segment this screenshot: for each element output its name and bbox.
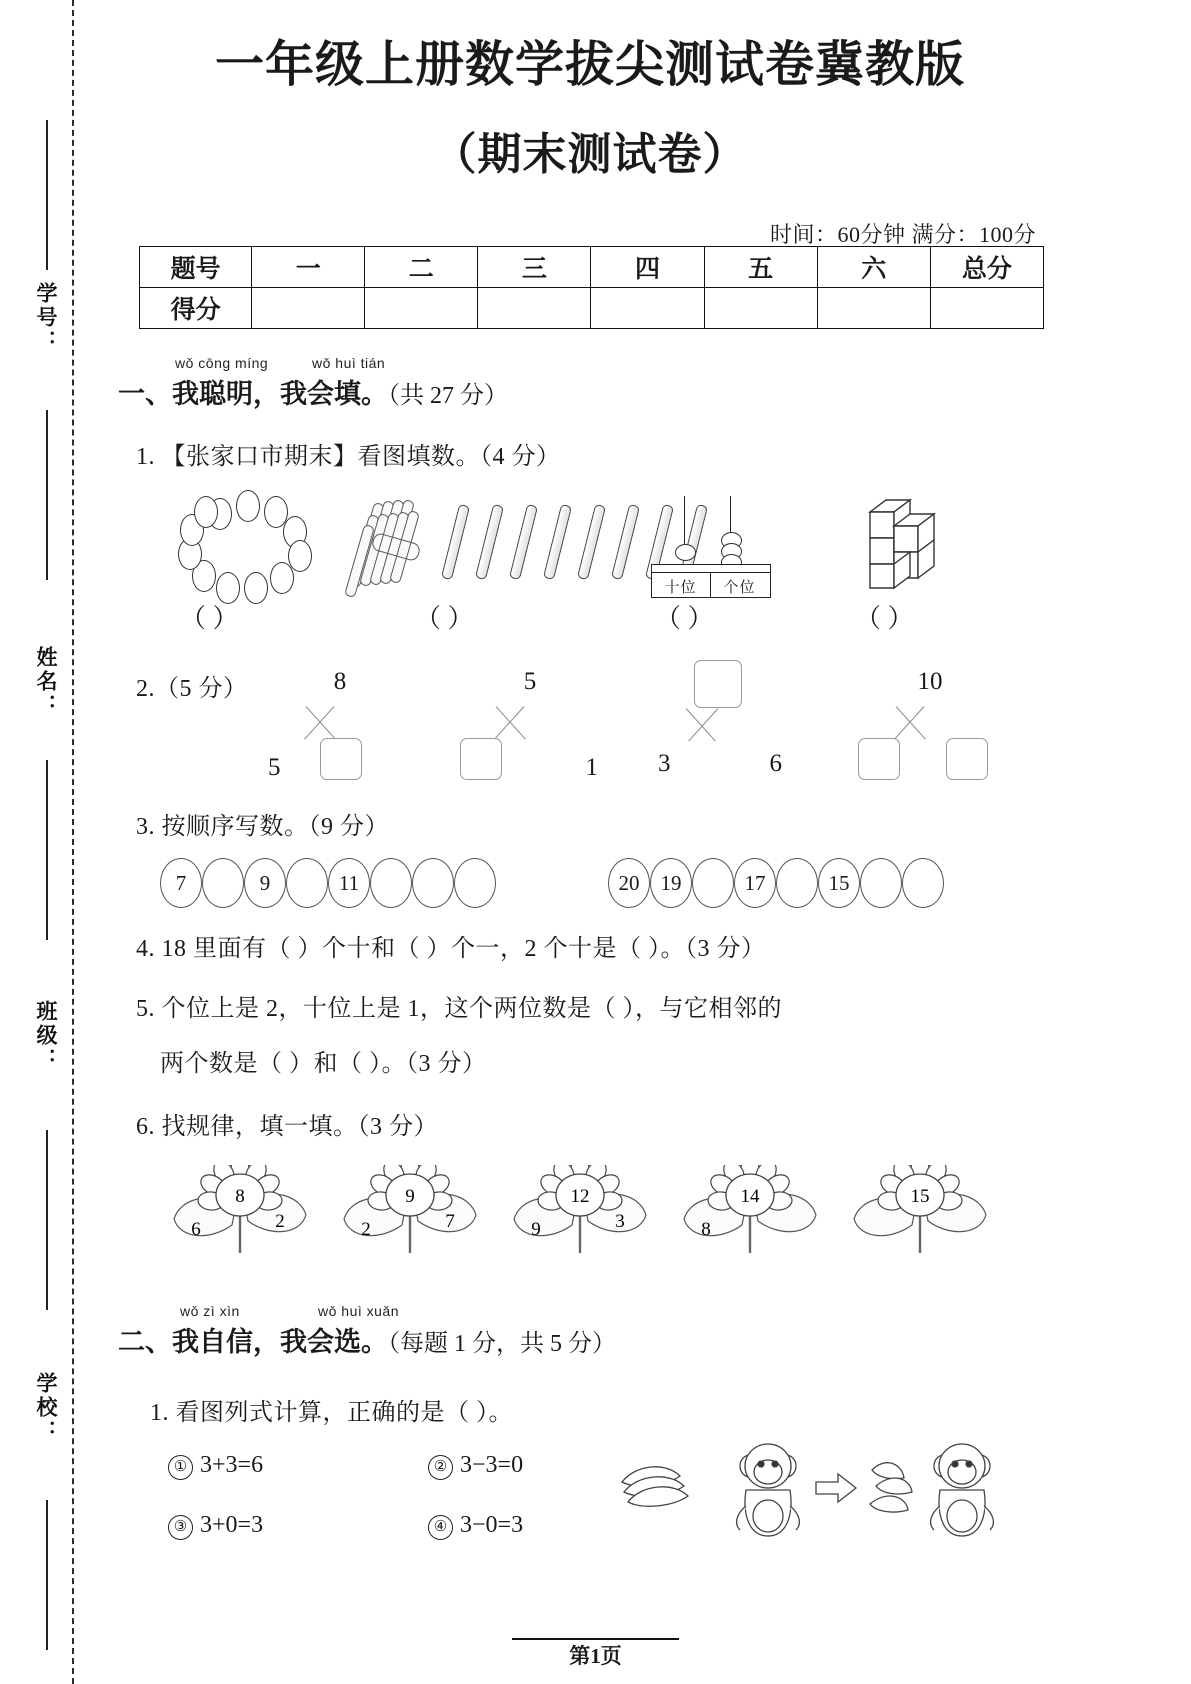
side-rule-3 (46, 760, 48, 940)
s2q1-option-1[interactable] (168, 1452, 263, 1480)
question-5-line-2 (160, 1043, 487, 1078)
abacus-label-tens: 十位 (664, 579, 697, 596)
bond-3-right: 6 (769, 750, 782, 777)
pinyin-section-2-a: wǒ zì xìn (180, 1303, 240, 1319)
flower-2-center: 9 (405, 1186, 415, 1207)
option-2-label: 3−3=0 (460, 1452, 524, 1478)
side-label-school: 学校： (34, 1372, 57, 1444)
question-5-body-1[interactable]: 个位上是 2，十位上是 1，这个两位数是（ ），与它相邻的 (161, 996, 782, 1022)
question-5-line-1 (136, 988, 782, 1023)
number-bond-2 (450, 668, 610, 786)
table-row-scores (140, 288, 1044, 329)
s2q1-option-4[interactable] (428, 1512, 523, 1540)
option-4-label: 3−0=3 (460, 1512, 524, 1538)
question-4-points: （3 分） (685, 936, 766, 962)
flower-4-left: 8 (701, 1219, 711, 1240)
bond-2-right: 1 (585, 754, 598, 781)
question-4-text (136, 928, 766, 963)
s2q1-option-3[interactable] (168, 1512, 263, 1540)
cube-stack-figure (850, 488, 980, 598)
s2q1-option-2[interactable] (428, 1452, 523, 1480)
flower-3-center: 12 (570, 1186, 590, 1207)
score-cell-1[interactable] (365, 288, 478, 329)
question-3-points: （9 分） (308, 814, 389, 840)
score-cell-2[interactable] (478, 288, 591, 329)
seq-right-circle-7[interactable] (902, 858, 944, 908)
number-bond-1 (260, 668, 420, 786)
option-2-marker: ② (428, 1455, 453, 1480)
section-1-index: 一、 (118, 379, 172, 409)
score-cell-6[interactable] (930, 288, 1043, 329)
question-6-flowers (160, 1165, 1040, 1287)
question-6-text (136, 1106, 438, 1141)
side-label-class: 班级： (34, 1000, 57, 1072)
question-1-number: 1. (136, 444, 155, 470)
section-2-index: 二、 (118, 1327, 172, 1357)
flower-2-left: 2 (361, 1219, 371, 1240)
score-row-label-0: 题号 (140, 247, 252, 288)
question-6-number: 6. (136, 1114, 155, 1140)
question-1-text (136, 436, 561, 471)
bond-3-left: 3 (658, 750, 671, 777)
question-1-figures (150, 488, 1050, 598)
flower-5-center: 15 (910, 1186, 930, 1207)
question-5-number: 5. (136, 996, 155, 1022)
option-1-marker: ① (168, 1455, 193, 1480)
seq-left-circle-7[interactable] (454, 858, 496, 908)
bond-1-left: 5 (268, 754, 281, 781)
flower-1-left: 6 (191, 1219, 201, 1240)
section-2-title: 我自信，我会选。 (172, 1327, 388, 1357)
page-title: 一年级上册数学拔尖测试卷冀教版 (214, 37, 965, 92)
section-1-title: 我聪明，我会填。 (172, 379, 388, 409)
score-col-4: 五 (704, 247, 817, 288)
question-5-body-2[interactable]: 两个数是（ ）和（ ）。 (160, 1051, 406, 1077)
section-1-points: （共 27 分） (388, 383, 508, 409)
flower-2-right: 7 (445, 1211, 455, 1232)
side-rule-1 (46, 120, 48, 270)
question-6-body: 找规律，填一填。 (161, 1114, 358, 1140)
page-subtitle: （期末测试卷） (432, 130, 748, 179)
bond-3-top-box[interactable] (694, 660, 742, 708)
q1-answer-2[interactable]: （ ） (415, 604, 474, 633)
option-1-label: 3+3=6 (200, 1452, 264, 1478)
question-4-number: 4. (136, 936, 155, 962)
exam-meta: 时间：60分钟 满分：100分 (769, 222, 1036, 247)
page-number: 第1页 (569, 1644, 622, 1668)
pinyin-section-1-b: wǒ huì tián (312, 355, 386, 371)
seq-right-circle-2[interactable] (692, 858, 734, 908)
seq-left-circle-2[interactable]: 9 (244, 858, 286, 908)
seq-right-circle-3[interactable]: 17 (734, 858, 776, 908)
abacus-bead-tens (675, 544, 696, 561)
flower-3 (514, 1165, 646, 1253)
section-2-points: （每题 1 分，共 5 分） (388, 1331, 616, 1357)
table-row-header (140, 247, 1044, 288)
question-1-points: （4 分） (480, 444, 561, 470)
side-label-column (0, 0, 72, 1684)
bond-4-right-box[interactable] (946, 738, 988, 780)
pinyin-section-2-b: wǒ huì xuǎn (318, 1303, 399, 1319)
abacus-label-ones: 个位 (723, 579, 756, 596)
banana-bunch-icon (622, 1467, 688, 1506)
option-3-label: 3+0=3 (200, 1512, 264, 1538)
score-cell-3[interactable] (591, 288, 704, 329)
score-cell-4[interactable] (704, 288, 817, 329)
option-3-marker: ③ (168, 1515, 193, 1540)
flower-1-center: 8 (235, 1186, 245, 1207)
section-2-heading (118, 1320, 616, 1359)
score-table (139, 246, 1044, 329)
number-bond-3 (640, 658, 800, 776)
side-rule-4 (46, 1130, 48, 1310)
bond-1-top: 8 (333, 668, 347, 695)
seq-left-circle-5[interactable] (370, 858, 412, 908)
score-cell-5[interactable] (817, 288, 930, 329)
score-col-3: 四 (591, 247, 704, 288)
question-6-points: （3 分） (357, 1114, 438, 1140)
flower-1-right: 2 (275, 1211, 285, 1232)
flower-1 (174, 1165, 306, 1253)
question-5-points: （3 分） (406, 1051, 487, 1077)
score-col-1: 二 (365, 247, 478, 288)
option-4-marker: ④ (428, 1515, 453, 1540)
score-cell-0[interactable] (252, 288, 365, 329)
s2-question-1-text (150, 1392, 513, 1427)
flower-3-right: 3 (615, 1211, 625, 1232)
s2-question-1-body[interactable]: 看图列式计算，正确的是（ ）。 (175, 1400, 513, 1426)
seq-right-circle-0[interactable]: 20 (608, 858, 650, 908)
flower-4 (684, 1165, 816, 1253)
monkey-banana-illustration (610, 1420, 1030, 1555)
monkey-icon-right (931, 1444, 994, 1536)
flower-2 (344, 1165, 476, 1253)
seq-right-circle-1[interactable]: 19 (650, 858, 692, 908)
number-bond-4 (850, 668, 1010, 786)
bond-4-left-box[interactable] (858, 738, 900, 780)
q1-answer-3[interactable]: （ ） (655, 604, 714, 633)
seq-right-circle-5[interactable]: 15 (818, 858, 860, 908)
score-col-2: 三 (478, 247, 591, 288)
bond-4-top: 10 (917, 668, 943, 695)
question-2-number: 2. (136, 676, 155, 702)
score-row-label-1: 得分 (140, 288, 252, 329)
score-col-5: 六 (817, 247, 930, 288)
dashed-cut-line (72, 0, 74, 1684)
bond-2-left-box[interactable] (460, 738, 502, 780)
question-3-number: 3. (136, 814, 155, 840)
monkey-icon-left (737, 1444, 800, 1536)
s2-question-1-number: 1. (150, 1400, 169, 1426)
score-col-6: 总分 (930, 247, 1043, 288)
question-2-points: （5 分） (155, 676, 248, 702)
side-label-student-id: 学号： (34, 282, 57, 354)
seq-left-circle-6[interactable] (412, 858, 454, 908)
side-rule-2 (46, 410, 48, 580)
question-3-text (136, 806, 389, 841)
side-rule-5 (46, 1500, 48, 1650)
question-4-body[interactable]: 18 里面有（ ）个十和（ ）个一，2 个十是（ ）。 (161, 936, 685, 962)
seq-left-circle-3[interactable] (286, 858, 328, 908)
flower-4-center: 14 (740, 1186, 760, 1207)
bond-2-top: 5 (523, 668, 537, 695)
seq-left-circle-0[interactable]: 7 (160, 858, 202, 908)
score-col-0: 一 (252, 247, 365, 288)
banana-peel-icon (870, 1463, 912, 1512)
seq-left-circle-1[interactable] (202, 858, 244, 908)
seq-right-circle-6[interactable] (860, 858, 902, 908)
side-label-name: 姓名： (34, 646, 57, 718)
question-1-tag: 【张家口市期末】 (161, 444, 358, 470)
seq-right-circle-4[interactable] (776, 858, 818, 908)
q1-answer-4[interactable]: （ ） (855, 604, 914, 633)
flower-3-left: 9 (531, 1219, 541, 1240)
q1-answer-1[interactable]: （ ） (180, 604, 239, 633)
bond-1-right-box[interactable] (320, 738, 362, 780)
section-1-heading (118, 372, 508, 411)
question-3-body: 按顺序写数。 (161, 814, 309, 840)
question-1-body: 看图填数。 (357, 444, 480, 470)
pinyin-section-1-a: wǒ cōng míng (175, 355, 269, 371)
question-2-text (136, 668, 248, 703)
flower-5 (854, 1165, 986, 1253)
question-1-answer-row (150, 598, 1050, 632)
seq-left-circle-4[interactable]: 11 (328, 858, 370, 908)
arrow-right-icon (816, 1474, 856, 1502)
